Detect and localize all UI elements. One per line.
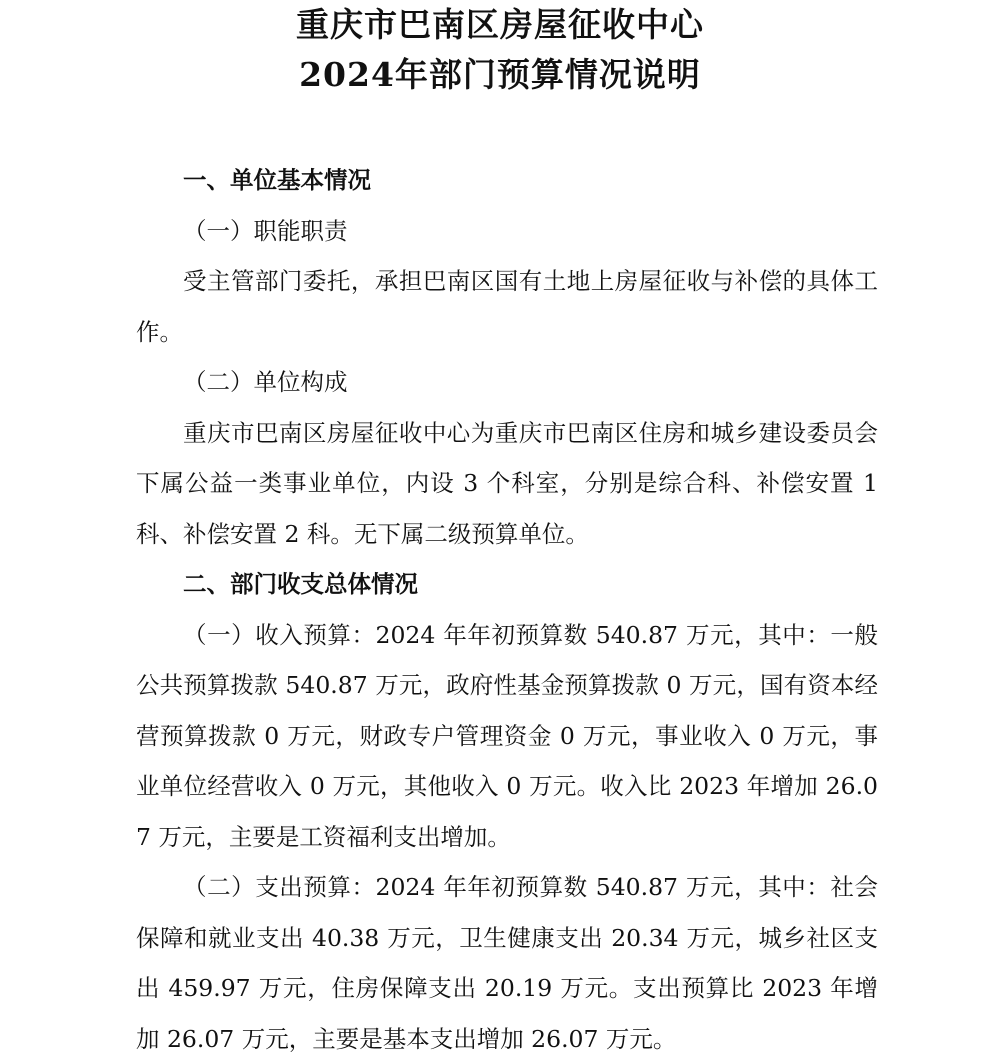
document-title-line2: 2024年部门预算情况说明 bbox=[299, 55, 701, 94]
subsection-duties-heading: （一）职能职责 bbox=[183, 216, 348, 245]
section-1-heading: 一、单位基本情况 bbox=[183, 166, 371, 194]
expense-text: 2024 年年初预算数 540.87 万元，其中：社会保障和就业支出 40.38 万元，卫生健康支出 20.34 万元，城乡社区支出 459.97 万元，住房保障支出 20.19 万元。支出预算比 2023 年增加 26.07 万元，主要是基本支出增加 26.07 万元。 bbox=[136, 873, 878, 1053]
document-title-line1: 重庆市巴南区房屋征收中心 bbox=[296, 5, 704, 44]
duties-paragraph: 受主管部门委托，承担巴南区国有土地上房屋征收与补偿的具体工作。 bbox=[136, 267, 878, 346]
subsection-composition-heading: （二）单位构成 bbox=[183, 368, 348, 396]
income-text: 2024 年年初预算数 540.87 万元，其中：一般公共预算拨款 540.87 万元，政府性基金预算拨款 0 万元，国有资本经营预算拨款 0 万元，财政专户管理资金 0 万元，事业收入 0 万元，事业单位经营收入 0 万元，其他收入 0 万元。收入比 2023 年增加 26.07 万元，主要是工资福利支出增加。 bbox=[136, 620, 878, 851]
income-paragraph bbox=[136, 610, 878, 863]
income-label: （一）收入预算： bbox=[183, 620, 376, 649]
document-body bbox=[136, 155, 878, 1064]
section-2-heading: 二、部门收支总体情况 bbox=[183, 570, 418, 598]
expense-label: （二）支出预算： bbox=[183, 873, 376, 901]
composition-paragraph: 重庆市巴南区房屋征收中心为重庆市巴南区住房和城乡建设委员会下属公益一类事业单位，内设 3 个科室，分别是综合科、补偿安置 1 科、补偿安置 2 科。无下属二级预算单位。 bbox=[136, 418, 878, 548]
expense-paragraph bbox=[136, 862, 878, 1064]
